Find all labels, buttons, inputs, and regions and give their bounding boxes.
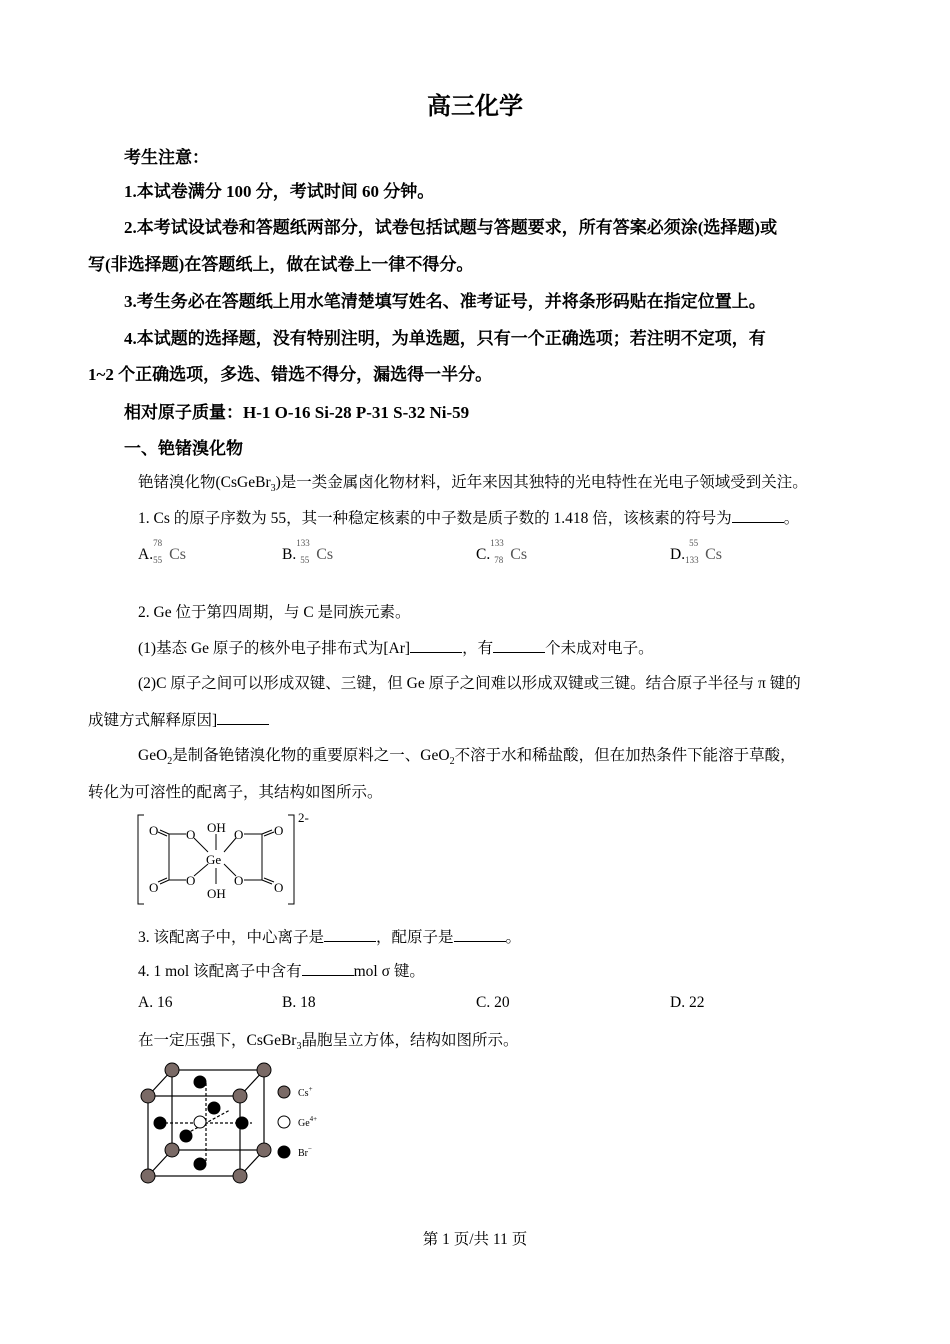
section-title: 一、铯锗溴化物 (124, 439, 243, 458)
notice-item-2a: 2.本考试设试卷和答题纸两部分，试卷包括试题与答题要求，所有答案必须涂(选择题)或 (124, 218, 778, 237)
crystal-unit-cell (136, 1058, 336, 1188)
notice-item-4a: 4.本试题的选择题，没有特别注明，为单选题，只有一个正确选项；若注明不定项，有 (124, 329, 766, 348)
notice-item-1: 1.本试卷满分 100 分，考试时间 60 分钟。 (124, 182, 435, 201)
question-2-part-2a: (2)C 原子之间可以形成双键、三键，但 Ge 原子之间难以形成双键或三键。结合原子半径与 π 键的 (138, 675, 801, 692)
notice-item-3: 3.考生务必在答题纸上用水笔清楚填写姓名、准考证号，并将条形码贴在指定位置上。 (124, 292, 766, 311)
cs-ion (257, 1143, 271, 1157)
q4-option-d[interactable]: D. 22 (670, 994, 705, 1011)
q1-option-a[interactable]: A. 78 55 Cs (138, 538, 186, 565)
br-ion (236, 1117, 248, 1129)
q4-option-a[interactable]: A. 16 (138, 994, 173, 1011)
page-footer: 第 1 页/共 11 页 (422, 1231, 528, 1248)
br-ion (180, 1130, 192, 1142)
br-ion (194, 1158, 206, 1170)
answer-blank[interactable] (493, 638, 545, 653)
ion-charge: 2- (298, 810, 309, 825)
q1-option-d[interactable]: D. 55 133 Cs (670, 538, 722, 565)
cs-ion (165, 1063, 179, 1077)
answer-blank[interactable] (410, 638, 462, 653)
q1-option-c[interactable]: C. 133 78 Cs (476, 538, 528, 565)
cs-ion (165, 1143, 179, 1157)
question-3: 3. 该配离子中，中心离子是 ，配原子是 。 (138, 929, 522, 946)
hydroxyl-label: OH (207, 886, 226, 901)
question-4: 4. 1 mol 该配离子中含有 mol σ 键。 (138, 963, 425, 980)
question-2: 2. Ge 位于第四周期，与 C 是同族元素。 (138, 604, 411, 621)
br-ion (194, 1076, 206, 1088)
geo2-paragraph-1: GeO$_2$是制备铯锗溴化物的重要原料之一、GeO$_2$不溶于水和稀盐酸，但在加热条件下能溶于草酸， (138, 747, 796, 768)
q4-option-c[interactable]: C. 20 (476, 994, 510, 1011)
hydroxyl-label: OH (207, 820, 226, 835)
cs-ion (141, 1089, 155, 1103)
answer-blank[interactable] (732, 508, 784, 523)
page-title: 高三化学 (427, 92, 523, 120)
oxygen-label: O (234, 873, 244, 888)
notice-item-4b: 1~2 个正确选项，多选、错选不得分，漏选得一半分。 (88, 365, 493, 384)
oxygen-label: O (149, 880, 159, 895)
germanium-center-label: Ge (206, 852, 222, 867)
legend-cs-label: Cs+ (298, 1085, 313, 1099)
notice-heading: 考生注意： (124, 148, 209, 167)
question-1: 1. Cs 的原子序数为 55，其一种稳定核素的中子数是质子数的 1.418 倍，该核素的符号为 。 (138, 510, 800, 527)
atomic-masses: 相对原子质量：H-1 O-16 Si-28 P-31 S-32 Ni-59 (124, 403, 470, 422)
question-2-part-2b: 成键方式解释原因] (88, 708, 269, 730)
answer-blank[interactable] (324, 927, 376, 942)
section-intro: 铯锗溴化物(CsGeBr$_3$)是一类金属卤化物材料，近年来因其独特的光电特性在光电子领域受到关注。 (138, 474, 808, 495)
notice-item-2b: 写(非选择题)在答题纸上，做在试卷上一律不得分。 (88, 255, 474, 274)
cs-ion (233, 1169, 247, 1183)
legend-ge-label: $Ge^{4+}$ (298, 1115, 318, 1129)
cs-ion (257, 1063, 271, 1077)
question-2-part-1: (1)基态 Ge 原子的核外电子排布式为[Ar] ，有 个未成对电子。 (138, 640, 654, 657)
oxygen-label: O (234, 827, 244, 842)
answer-blank[interactable] (217, 710, 269, 725)
cs-ion (233, 1089, 247, 1103)
oxygen-label: O (186, 827, 196, 842)
legend-ge-marker (278, 1116, 290, 1128)
cs-ion (141, 1169, 155, 1183)
oxygen-label: O (274, 880, 284, 895)
legend-cs-marker (278, 1086, 290, 1098)
complex-ion-structure (134, 810, 334, 910)
br-ion (208, 1102, 220, 1114)
q4-option-b[interactable]: B. 18 (282, 994, 316, 1011)
oxygen-label: O (149, 823, 159, 838)
br-ion (154, 1117, 166, 1129)
answer-blank[interactable] (302, 961, 354, 976)
q1-option-b[interactable]: B. 133 55 Cs (282, 538, 334, 565)
ge-ion (194, 1116, 206, 1128)
oxygen-label: O (274, 823, 284, 838)
oxygen-label: O (186, 873, 196, 888)
answer-blank[interactable] (454, 927, 506, 942)
geo2-paragraph-2: 转化为可溶性的配离子，其结构如图所示。 (88, 784, 383, 801)
legend-br-marker (278, 1146, 290, 1158)
legend-br-label: Br− (298, 1145, 312, 1159)
crystal-intro: 在一定压强下，CsGeBr$_3$晶胞呈立方体，结构如图所示。 (138, 1032, 519, 1053)
